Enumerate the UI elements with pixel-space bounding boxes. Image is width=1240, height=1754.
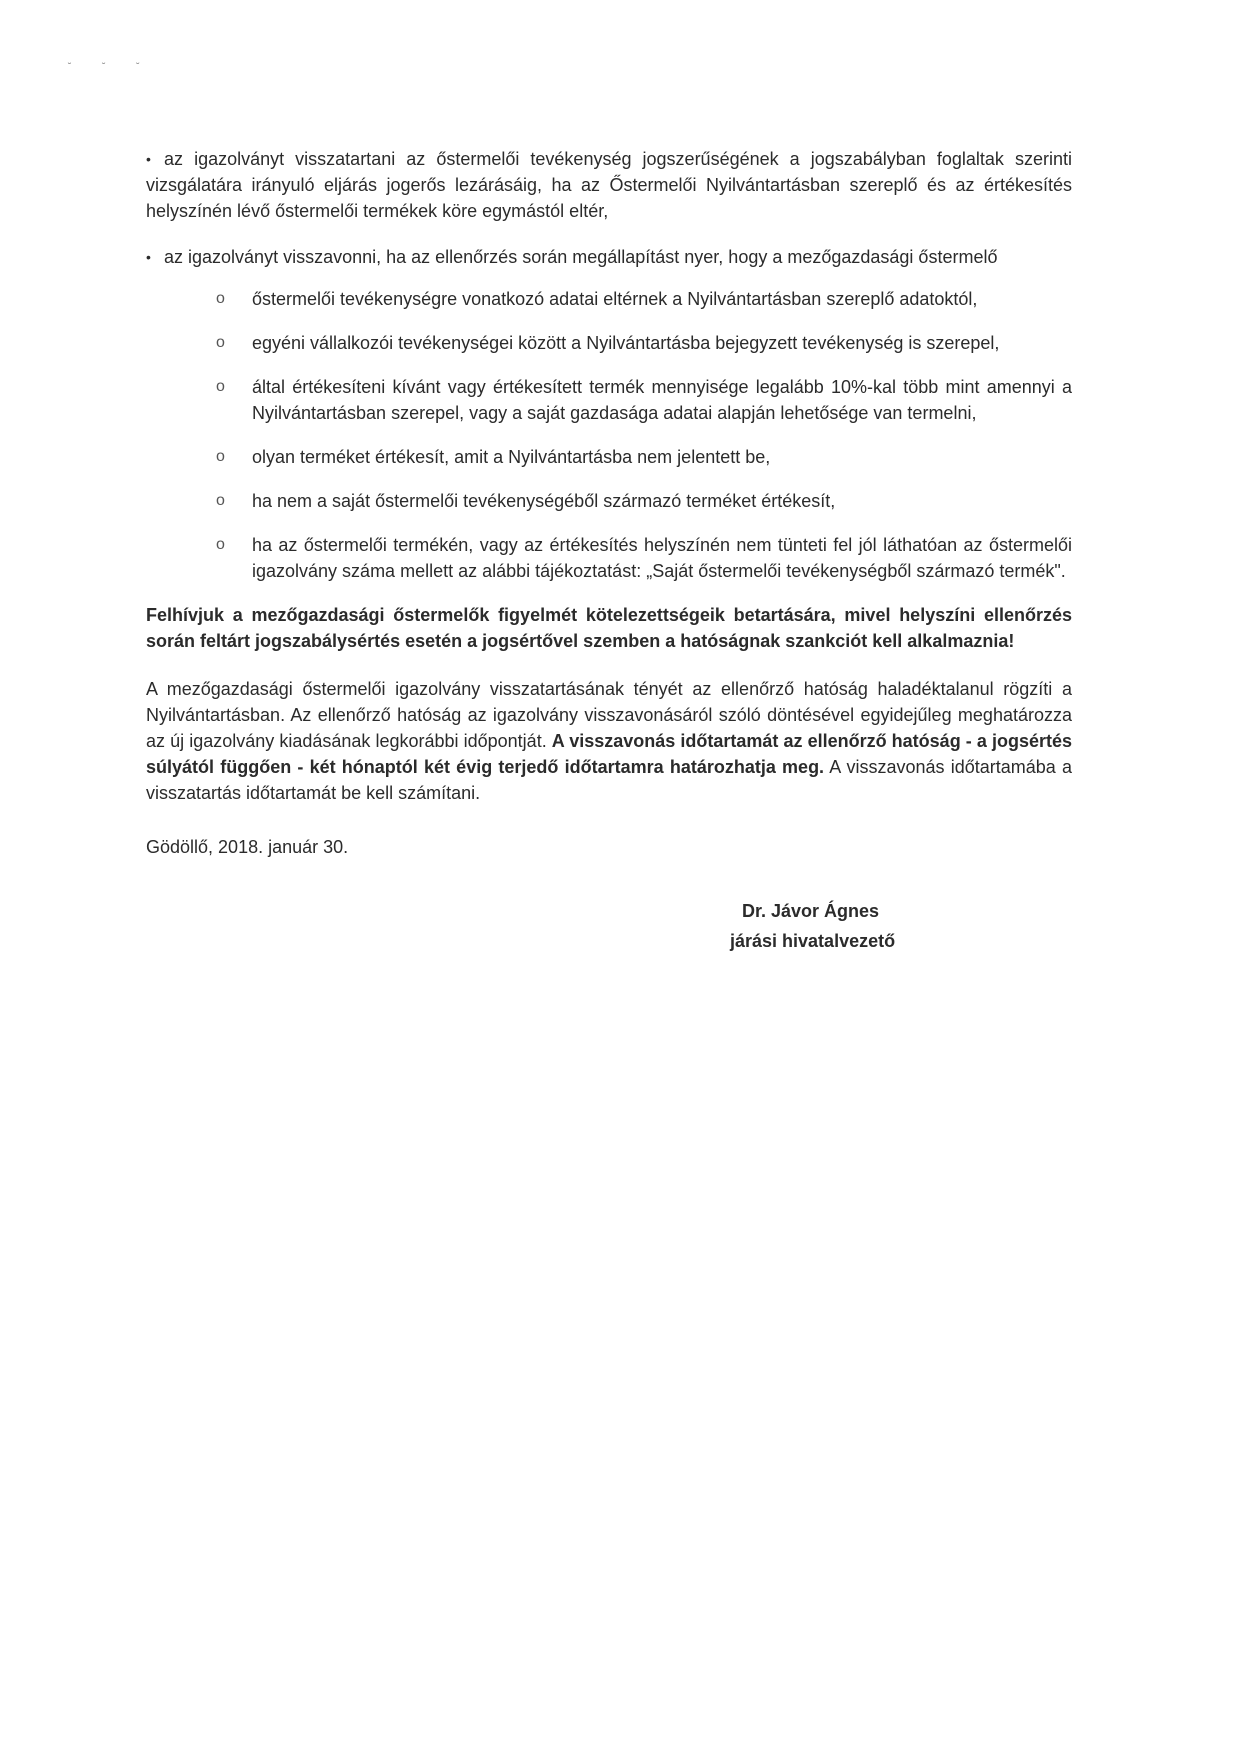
list-item-text: őstermelői tevékenységre vonatkozó adatai eltérnek a Nyilvántartásban szereplő adatoktól, (252, 289, 978, 309)
paragraph-bold-text: A visszavonás időtartamát az ellenőrző hatóság - a jogsértés súlyától függően - két hónaptól két évig terjedő időtartamra határozhatja meg. (146, 731, 1072, 777)
list-item (146, 286, 1072, 312)
bullet-icon: • (146, 151, 151, 167)
bullet-text: az igazolványt visszatartani az őstermelői tevékenység jogszerűségének a jogszabályban foglaltak szerinti vizsgálatára irányuló eljárás jogerős lezárásáig, ha az Őstermelői Nyilvántartásban szereplő és az értékesítés helyszínén lévő őstermelői termékek köre egymástól eltér, (146, 149, 1072, 221)
signatory-name: Dr. Jávor Ágnes (742, 901, 880, 921)
circle-bullet-icon: o (216, 448, 225, 465)
paragraph-text: A mezőgazdasági őstermelői igazolvány visszatartásának tényét az ellenőrző hatóság haladéktalanul rögzíti a Nyilvántartásban. Az ellenőrző hatóság az igazolvány visszavonásáról szóló döntésével egyidejűleg meghatározza az új igazolvány kiadásának legkorábbi időpontját. (146, 679, 1072, 751)
paragraph-text: A visszavonás időtartamába a visszatartás időtartamát be kell számítani. (146, 757, 1072, 803)
list-item (146, 444, 1072, 470)
circle-bullet-icon: o (216, 378, 225, 395)
signature-block (730, 896, 1072, 956)
bullet-icon: • (146, 249, 151, 265)
list-item-text: olyan terméket értékesít, amit a Nyilvántartásba nem jelentett be, (252, 447, 771, 467)
list-item-text: egyéni vállalkozói tevékenységei között a Nyilvántartásba bejegyzett tevékenység is szerepel, (252, 333, 1000, 353)
document-body (146, 146, 1072, 956)
circle-bullet-icon: o (216, 290, 225, 307)
list-item (146, 532, 1072, 584)
list-item (146, 330, 1072, 356)
circle-bullet-icon: o (216, 536, 225, 553)
list-item (146, 488, 1072, 514)
list-item (146, 374, 1072, 426)
list-item-text: által értékesíteni kívánt vagy értékesített termék mennyisége legalább 10%-kal több mint amennyi a Nyilvántartásban szerepel, vagy a saját gazdasága adatai alapján lehetősége van termelni, (252, 377, 1072, 423)
signatory-title: járási hivatalvezető (730, 931, 896, 951)
notice-paragraph: Felhívjuk a mezőgazdasági őstermelők figyelmét kötelezettségeik betartására, mivel helyszíni ellenőrzés során feltárt jogszabálysértés esetén a jogsértővel szemben a hatóságnak szankciót kell alkalmaznia! (146, 605, 1072, 651)
date-line: Gödöllő, 2018. január 30. (146, 837, 349, 857)
revocation-conditions-list (146, 286, 1072, 584)
circle-bullet-icon: o (216, 334, 225, 351)
bullet-paragraph-retain (146, 146, 1072, 224)
list-item-text: ha nem a saját őstermelői tevékenységéből származó terméket értékesít, (252, 491, 836, 511)
bullet-paragraph-revoke (146, 244, 1072, 270)
scan-artifact-marks: ˘ ˘ ˘ (68, 62, 154, 73)
bullet-text: az igazolványt visszavonni, ha az ellenőrzés során megállapítást nyer, hogy a mezőgazdasági őstermelő (164, 247, 998, 267)
revocation-duration-paragraph (146, 676, 1072, 806)
list-item-text: ha az őstermelői termékén, vagy az értékesítés helyszínén nem tünteti fel jól láthatóan az őstermelői igazolvány száma mellett az alábbi tájékoztatást: „Saját őstermelői tevékenységből származó termék". (252, 535, 1072, 581)
circle-bullet-icon: o (216, 492, 225, 509)
